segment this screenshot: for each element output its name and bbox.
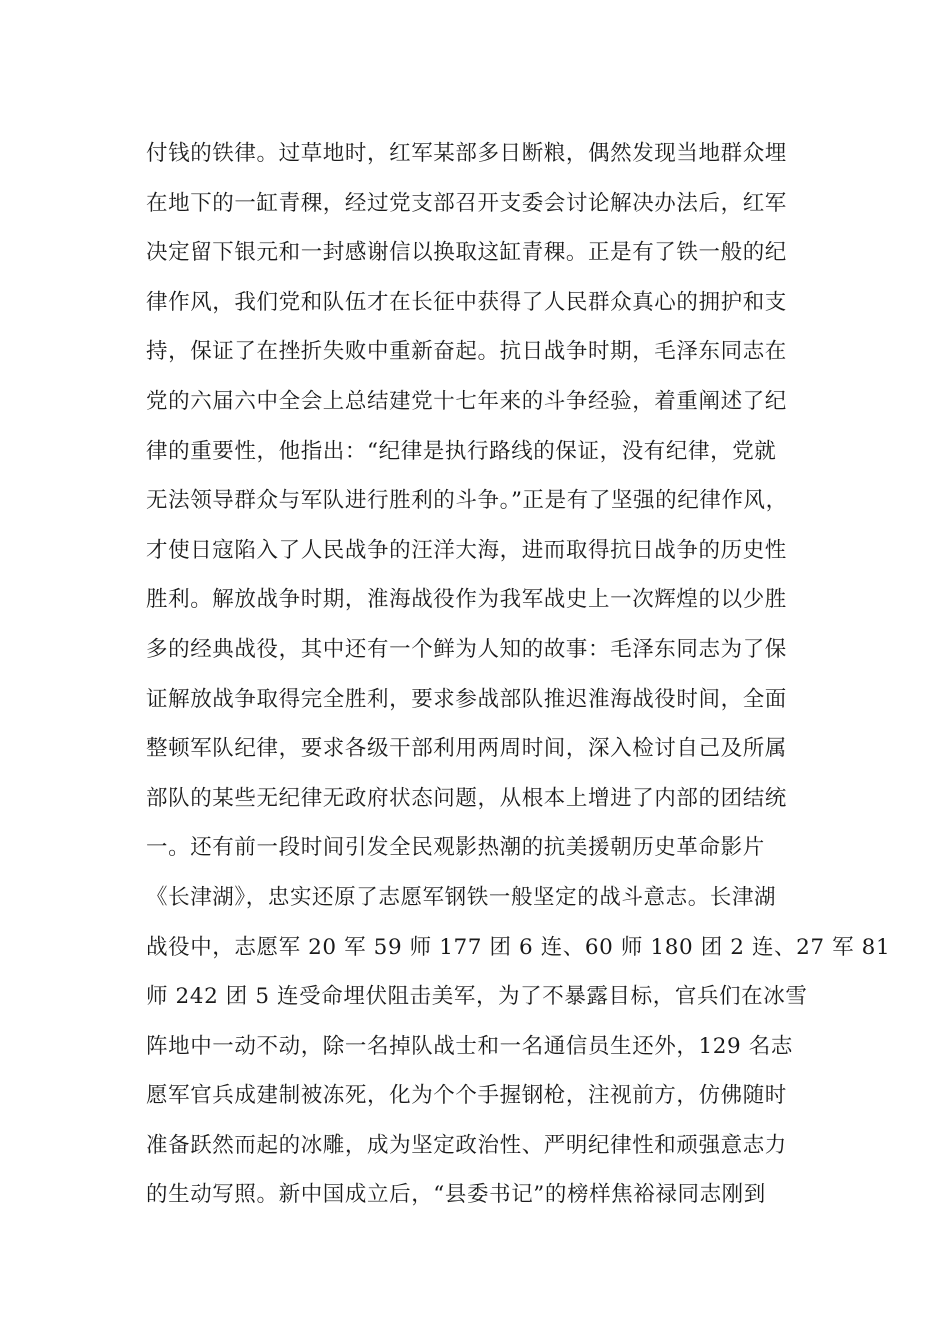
text-line: 部队的某些无纪律无政府状态问题，从根本上增进了内部的团结统	[146, 785, 787, 811]
text-line: 多的经典战役，其中还有一个鲜为人知的故事：毛泽东同志为了保	[146, 636, 787, 662]
text-line: 持，保证了在挫折失败中重新奋起。抗日战争时期，毛泽东同志在	[146, 339, 787, 365]
text-line: 党的六届六中全会上总结建党十七年来的斗争经验，着重阐述了纪	[146, 388, 787, 414]
text-line: 《长津湖》，忠实还原了志愿军钢铁一般坚定的战斗意志。长津湖	[146, 884, 777, 910]
text-line: 愿军官兵成建制被冻死，化为个个手握钢枪，注视前方，仿佛随时	[146, 1083, 787, 1109]
body-text	[146, 129, 891, 1220]
text-line: 胜利。解放战争时期，淮海战役作为我军战史上一次辉煌的以少胜	[146, 587, 787, 613]
text-line: 阵地中一动不动，除一名掉队战士和一名通信员生还外，129 名志	[146, 1033, 793, 1059]
text-line: 律的重要性，他指出：“纪律是执行路线的保证，没有纪律，党就	[146, 438, 777, 464]
text-line: 律作风，我们党和队伍才在长征中获得了人民群众真心的拥护和支	[146, 289, 787, 315]
text-line: 整顿军队纪律，要求各级干部利用两周时间，深入检讨自己及所属	[146, 736, 787, 762]
text-line: 一。还有前一段时间引发全民观影热潮的抗美援朝历史革命影片	[146, 835, 765, 861]
text-line: 才使日寇陷入了人民战争的汪洋大海，进而取得抗日战争的历史性	[146, 537, 787, 563]
text-line: 在地下的一缸青稞，经过党支部召开支委会讨论解决办法后，红军	[146, 190, 787, 216]
text-line: 付钱的铁律。过草地时，红军某部多日断粮，偶然发现当地群众埋	[146, 141, 787, 166]
text-line: 的生动写照。新中国成立后，“县委书记”的榜样焦裕禄同志刚到	[146, 1182, 766, 1208]
text-line: 师 242 团 5 连受命埋伏阻击美军，为了不暴露目标，官兵们在冰雪	[146, 984, 808, 1010]
text-line: 决定留下银元和一封感谢信以换取这缸青稞。正是有了铁一般的纪	[146, 240, 787, 266]
text-line: 准备跃然而起的冰雕，成为坚定政治性、严明纪律性和顽强意志力	[146, 1132, 787, 1158]
text-line: 证解放战争取得完全胜利，要求参战部队推迟淮海战役时间，全面	[146, 686, 787, 712]
text-line: 战役中，志愿军 20 军 59 师 177 团 6 连、60 师 180 团 2 连、27 军 81	[146, 934, 891, 960]
text-line: 无法领导群众与军队进行胜利的斗争。”正是有了坚强的纪律作风，	[146, 488, 788, 514]
